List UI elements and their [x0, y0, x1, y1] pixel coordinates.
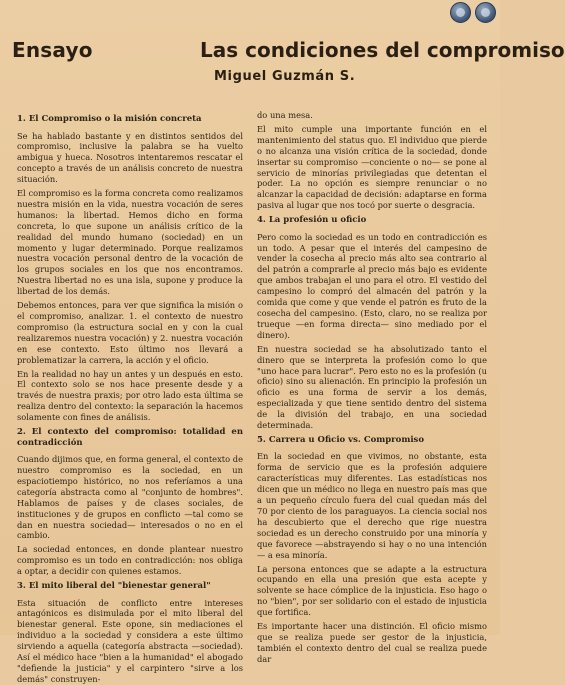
- paragraph: En la sociedad en que vivimos, no obstante, esta forma de servicio que es la profesión adquiere características muy diferentes. Las estadísticas nos dicen que un médico no llega en nuestro país mas que a un pequeño círculo fuera del cual quedan más del 70 por ciento de los paraguayos. La ciencia social nos ha descubierto que el derecho que rige nuestra sociedad es un derecho construido por una minoría y que favorece —abstrayendo si hay o no una intención— a esa minoría.: [257, 451, 487, 560]
- paragraph: En nuestra sociedad se ha absolutizado tanto el dinero que se interpreta la profesión como lo que "uno hace para lucrar". Pero esto no es la profesión (u oficio) sino su alienación. En principio la profesión un oficio es una forma de servir a los demás, especializada y que tiene sentido dentro del sistema de la división del trabajo, en una sociedad determinada.: [257, 343, 487, 431]
- paragraph: Debemos entonces, para ver que significa la misión o el compromiso, analizar. 1. el contexto de nuestro compromiso (la estructura social en y con la cual realizaremos nuestra vocación) y 2. nuestra vocación en ese contexto. Esto último nos llevará a problematizar la carrera, la acción y el oficio.: [17, 300, 243, 365]
- paragraph: do una mesa.: [257, 110, 313, 120]
- section-heading: 2. El contexto del compromiso: totalidad en contradicción: [17, 427, 243, 448]
- left-column: [17, 110, 243, 685]
- paragraph: El mito cumple una importante función en el mantenimiento del status quo. El individuo que pierde o no alcanza una visión crítica de la sociedad, donde insertar su compromiso —conciente o no— se pone al servicio de minorías privilegiadas que detentan el poder. La no opción es siempre renunciar o no alcanzar la capacidad de decisión: adaptarse en forma pasiva al lugar que nos tocó por suerte o desgracia.: [257, 123, 487, 211]
- right-column: [257, 110, 487, 665]
- round-badge-icon[interactable]: [450, 2, 471, 23]
- section-heading: 4. La profesión u oficio: [257, 215, 367, 226]
- section-label: Ensayo: [12, 38, 93, 62]
- article-title: Las condiciones del compromiso: [200, 38, 565, 62]
- paragraph: La persona entonces que se adapte a la estructura ocupando en ella una presión que esta acepte y solvente se hace cómplice de la injusticia. Eso hago o no "bien", por ser solidario con el estado de injusticia que fortifica.: [257, 563, 487, 618]
- section-heading: 1. El Compromiso o la misión concreta: [17, 114, 202, 124]
- paragraph: Cuando dijimos que, en forma general, el contexto de nuestro compromiso es la sociedad, en un espaciotiempo histórico, no nos referíamos a una categoría abstracta como al "conjunto de hombres". Hablamos de países y de clases sociales, de instituciones y de grupos en conflicto —tal como se dan en nuestra sociedad— interesados o no en el cambio.: [17, 454, 243, 541]
- paragraph: Es importante hacer una distinción. El oficio mismo que se realiza puede ser gestor de la injusticia, también el contexto dentro del cual se realiza puede dar: [257, 621, 487, 664]
- article-author: Miguel Guzmán S.: [214, 69, 356, 84]
- round-badge-icon[interactable]: [475, 2, 496, 23]
- section-heading: 3. El mito liberal del "bienestar general": [17, 581, 211, 592]
- paragraph: Pero como la sociedad es un todo en contradicción es un todo. A pesar que el interés del campesino de vender la cosecha al precio más alto sea contrario al del patrón a comprarle al precio más bajo es evidente que ambos trabajan el uno para el otro. El vestido del campesino lo compró del almacén del patrón y la comida que come y que vende el patrón es fruto de la cosecha del campesino. (Esto, claro, no se realiza por trueque —en forma directa— sino mediado por el dinero).: [257, 231, 487, 340]
- paragraph: Se ha hablado bastante y en distintos sentidos del compromiso, inclusive la palabra se ha vuelto ambigua y hueca. Nosotros intentaremos rescatar el concepto a través de un análisis concreto de nuestra situación.: [17, 130, 243, 185]
- section-heading: 5. Carrera u Oficio vs. Compromiso: [257, 434, 425, 445]
- window-badges: [450, 2, 496, 23]
- paragraph: El compromiso es la forma concreta como realizamos nuestra misión en la vida, nuestra vocación de seres humanos: la libertad. Hemos dicho en forma concreta, lo que supone un análisis crítico de la realidad del mundo humano (sociedad) en un momento y lugar determinado. Porque realizamos nuestra vocación personal dentro de la vocación de los grupos sociales en los que nos encontramos. Nuestra libertad no es una isla, supone y produce la libertad de los demás.: [17, 188, 243, 297]
- paragraph: En la realidad no hay un antes y un después en esto. El contexto solo se nos hace presente desde y a través de nuestra praxis; por otro lado esta última se realiza dentro del contexto: la separación la hacemos solamente con fines de análisis.: [17, 368, 243, 423]
- paragraph: Esta situación de conflicto entre intereses antagónicos es disimulada por el mito liberal del bienestar general. Este opone, sin mediaciones el individuo a la sociedad y considera a este último sirviendo a aquella (categoría abstracta —sociedad). Así el médico hace "bien a la humanidad" el abogado "defiende la justicia" y el carpintero "sirve a los demás" construyen-: [17, 597, 243, 684]
- paragraph: La sociedad entonces, en donde plantear nuestro compromiso es un todo en contradicción: nos obliga a optar, a decidir con quienes estamos.: [17, 544, 243, 577]
